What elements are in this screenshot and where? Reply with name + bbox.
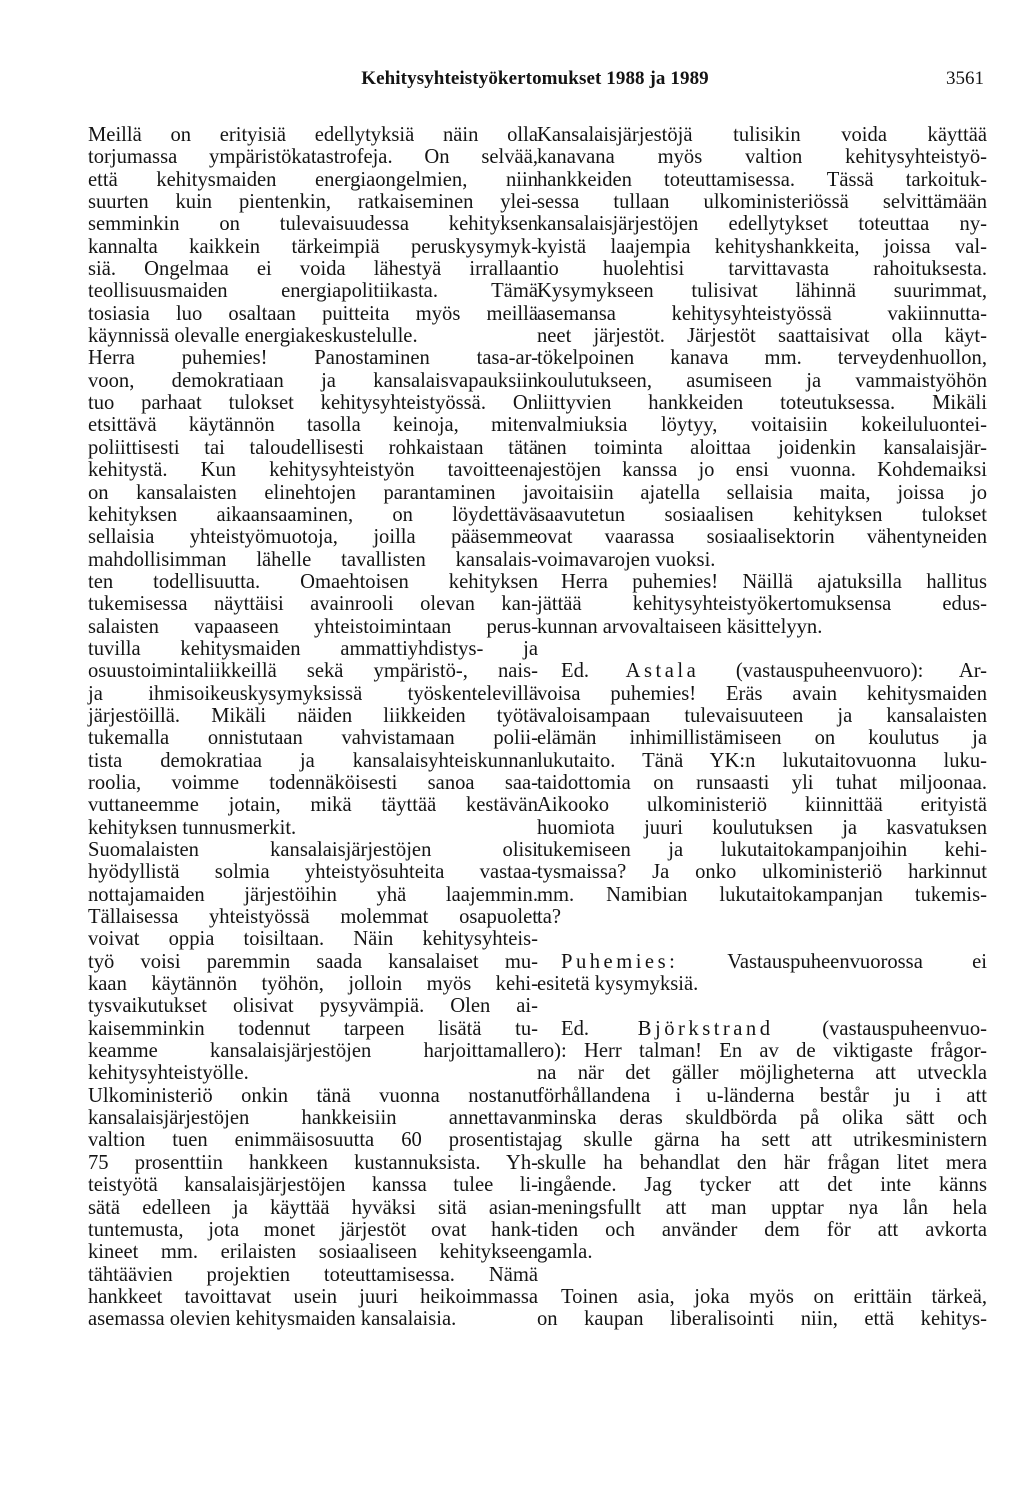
text-line: lukutaito. Tänä YK:n lukutaitovuonna luku- <box>537 749 987 772</box>
text-line: ja ihmisoikeuskysymyksissä työskentelevillä <box>88 682 538 705</box>
text-line: asemansa kehitysyhteistyössä vakiinnutta- <box>537 302 987 325</box>
text-line: etsittävä käytännön tasolla keinoja, miten <box>88 414 538 437</box>
text-line: on kaupan liberalisointi niin, että kehitys- <box>537 1308 987 1331</box>
text-line: kehityksen tunnusmerkit. <box>88 816 297 839</box>
text-line: huomiota juuri koulutuksen ja kasvatuksen <box>537 816 987 839</box>
text-line: Aikooko ulkoministeriö kiinnittää erityistä <box>537 794 987 817</box>
text-line: jestöjen kanssa jo ensi vuonna. Kohdemaiksi <box>537 459 987 482</box>
text-line: tukemisessa näyttäisi avainrooli olevan kan- <box>88 593 538 616</box>
text-line: hankkeet tavoittavat usein juuri heikoimmassa <box>88 1285 538 1308</box>
text-line: tysvaikutukset olisivat pysyvämpiä. Olen ai- <box>88 995 538 1018</box>
text-line: ingående. Jag tycker att det inte känns <box>537 1174 987 1197</box>
text-line: roolia, voimme todennäköisesti sanoa saa- <box>88 771 538 794</box>
text-line: kunnan arvovaltaiseen käsittelyyn. <box>537 615 823 638</box>
text-line: poliittisesti tai taloudellisesti rohkaistaan tätä <box>88 436 538 459</box>
text-line: teollisuusmaiden energiapolitiikasta. Tämä <box>88 280 538 303</box>
text-line: vuttaneemme jotain, mikä täyttää kestävän <box>88 794 538 817</box>
page-number: 3561 <box>946 68 984 89</box>
text-line: Kansalaisjärjestöjä tulisikin voida käyttää <box>537 124 987 146</box>
text-line: mahdollisimman lähelle tavallisten kansalais- <box>88 548 538 571</box>
text-line: käynnissä olevalle energiakeskustelulle. <box>88 325 418 348</box>
text-line: Herra puhemies! Panostaminen tasa-ar- <box>88 347 538 370</box>
speaker-name: Puhemies: <box>561 950 679 973</box>
page-header <box>86 68 984 98</box>
text-line: salaisten vapaaseen yhteistoimintaan perus- <box>88 615 538 638</box>
text-line: tysmaissa? Ja onko ulkoministeriö harkinnut <box>537 861 987 884</box>
right-column <box>537 124 987 1331</box>
text-line: jättää kehitysyhteistyökertomuksensa edus- <box>537 593 987 616</box>
text-line: nottajamaiden järjestöihin yhä laajemmin. <box>88 883 538 906</box>
text-line: kanavana myös valtion kehitysyhteistyö- <box>537 146 987 169</box>
text-line: torjumassa ympäristökatastrofeja. On selvää, <box>88 146 538 169</box>
left-column <box>88 124 538 1331</box>
text-line: kansalaisjärjestöjen edellytykset toteuttaa ny- <box>537 213 987 236</box>
paragraph-gap <box>537 1264 987 1286</box>
text-line: elämän inhimillistämiseen on koulutus ja <box>537 727 987 750</box>
speaker-line-bjorkstrand <box>537 1018 987 1040</box>
text-line: kannalta kaikkein tärkeimpiä peruskysymyk- <box>88 235 538 258</box>
speaker-line-puhemies <box>537 951 987 973</box>
text-line: Ulkoministeriö onkin tänä vuonna nostanut <box>88 1084 538 1107</box>
text-line: voisa puhemies! Eräs avain kehitysmaiden <box>537 682 987 705</box>
speaker-line-astala <box>537 660 987 682</box>
text-line: 75 prosenttiin hankkeen kustannuksista. Yh- <box>88 1151 538 1174</box>
text-line: tuo parhaat tulokset kehitysyhteistyössä. On <box>88 392 538 415</box>
text-line: siä. Ongelmaa ei voida lähestyä irrallaan <box>88 258 538 281</box>
text-line: Kysymykseen tulisivat lähinnä suurimmat, <box>537 280 987 303</box>
text-line: sellaisia yhteistyömuotoja, joilla pääsemme <box>88 526 538 549</box>
text-line: tosiasia luo osaltaan puitteita myös meillä <box>88 302 538 325</box>
honorific: Ed. <box>561 660 590 683</box>
text-line: hyödyllistä solmia yhteistyösuhteita vastaa- <box>88 861 538 884</box>
text-line: Herra puhemies! Näillä ajatuksilla hallitus <box>561 570 987 593</box>
text-line: saavutetun sosiaalisen kehityksen tulokset <box>537 503 987 526</box>
text-line: tukemiseen ja lukutaitokampanjoihin kehi- <box>537 839 987 861</box>
text-line: ovat vaarassa sosiaalisektorin vähentyneiden <box>537 526 987 549</box>
text-line: förhållandena i u-länderna består ju i att <box>537 1084 987 1107</box>
text-fragment: (vastauspuheenvuoro): Ar- <box>735 660 987 683</box>
text-line: gamla. <box>537 1241 593 1264</box>
text-line: Toinen asia, joka myös on erittäin tärkeä, <box>561 1285 987 1308</box>
text-line: kehityksen aikaansaaminen, on löydettävä <box>88 503 538 526</box>
text-line: voitaisiin ajatella sellaisia maita, joissa jo <box>537 481 987 504</box>
text-line: na när det gäller möjligheterna att utveckla <box>537 1062 987 1085</box>
text-line: nen toiminta aloittaa joidenkin kansalaisjär- <box>537 436 987 459</box>
text-line: järjestöillä. Mikäli näiden liikkeiden työtä <box>88 704 538 727</box>
text-line: meningsfullt att man upptar nya lån hela <box>537 1196 987 1219</box>
text-line: valoisampaan tulevaisuuteen ja kansalaisten <box>537 704 987 727</box>
text-line: semminkin on tulevaisuudessa kehityksen <box>88 213 538 236</box>
text-line: koulutukseen, asumiseen ja vammaistyöhön <box>537 369 987 392</box>
text-line: Suomalaisten kansalaisjärjestöjen olisi <box>88 839 538 861</box>
text-line: jag skulle gärna ha sett att utrikesministern <box>537 1129 987 1152</box>
text-line: liittyvien hankkeiden toteutuksessa. Mikäli <box>537 392 987 415</box>
text-line: osuustoimintaliikkeillä sekä ympäristö-, nais- <box>88 660 538 683</box>
text-line: että kehitysmaiden energiaongelmien, niin <box>88 168 538 191</box>
text-line: on kansalaisten elinehtojen parantaminen ja <box>88 481 538 504</box>
text-line: teistyötä kansalaisjärjestöjen kanssa tulee li- <box>88 1174 538 1197</box>
text-line: hankkeiden toteuttamisessa. Tässä tarkoituk- <box>537 168 987 191</box>
text-line: kehitystä. Kun kehitysyhteistyön tavoitteena <box>88 459 538 482</box>
text-fragment: (vastauspuheenvuo- <box>822 1017 987 1040</box>
text-line: tökelpoinen kanava mm. terveydenhuollon, <box>537 347 987 370</box>
text-line: valmiuksia löytyy, voitaisiin kokeiluluontei- <box>537 414 987 437</box>
speaker-name: Björkstrand <box>637 1017 774 1040</box>
text-line: Tällaisessa yhteistyössä molemmat osapuolet <box>88 906 538 929</box>
text-line: valtion tuen enimmäisosuutta 60 prosentista <box>88 1129 538 1152</box>
running-title: Kehitysyhteistyökertomukset 1988 ja 1989 <box>361 68 709 89</box>
text-line: tista demokratiaa ja kansalaisyhteiskunnan <box>88 749 538 772</box>
text-line: kineet mm. erilaisten sosiaaliseen kehitykseen <box>88 1241 538 1264</box>
text-line: tiden och använder dem för att avkorta <box>537 1218 987 1241</box>
paragraph-gap <box>537 995 987 1017</box>
text-line: työ voisi paremmin saada kansalaiset mu- <box>88 950 538 973</box>
text-line: kehitysyhteistyölle. <box>88 1062 249 1085</box>
text-line: mm. Namibian lukutaitokampanjan tukemis- <box>537 883 987 906</box>
text-line: kaan käytännön työhön, jolloin myös kehi- <box>88 973 538 996</box>
text-line: tukemalla onnistutaan vahvistamaan polii- <box>88 727 538 750</box>
text-line: tio huolehtisi tarvittavasta rahoituksesta. <box>537 258 987 281</box>
text-line: esitetä kysymyksiä. <box>537 973 699 996</box>
text-fragment: Vastauspuheenvuorossa ei <box>727 950 987 973</box>
text-line: Meillä on erityisiä edellytyksiä näin olla <box>88 124 538 146</box>
text-line: minska deras skuldbörda på olika sätt och <box>537 1107 987 1130</box>
paragraph-gap <box>537 638 987 660</box>
paragraph-gap <box>537 928 987 950</box>
text-line: voimavarojen vuoksi. <box>537 548 716 571</box>
speaker-name: Astala <box>625 660 700 683</box>
text-line: voivat oppia toisiltaan. Näin kehitysyhteis- <box>88 928 538 951</box>
text-line: sessa tullaan ulkoministeriössä selvittämään <box>537 191 987 214</box>
text-line: neet järjestöt. Järjestöt saattaisivat olla käyt- <box>537 325 987 348</box>
text-line: ta? <box>537 906 562 929</box>
text-line: tuntemusta, jota monet järjestöt ovat hank- <box>88 1218 538 1241</box>
text-line: kaisemminkin todennut tarpeen lisätä tu- <box>88 1017 538 1040</box>
text-line: tähtäävien projektien toteuttamisessa. Nämä <box>88 1263 538 1286</box>
text-line: asemassa olevien kehitysmaiden kansalaisia. <box>88 1308 457 1331</box>
text-line: taidottomia on runsaasti yli tuhat miljoonaa. <box>537 771 987 794</box>
text-line: keamme kansalaisjärjestöjen harjoittamalle <box>88 1040 538 1063</box>
text-line: ten todellisuutta. Omaehtoisen kehityksen <box>88 570 538 593</box>
text-line: skulle ha behandlat den här frågan litet mera <box>537 1151 987 1174</box>
text-line: kyistä laajempia kehityshankkeita, joissa val- <box>537 235 987 258</box>
honorific: Ed. <box>561 1017 590 1040</box>
text-line: tuvilla kehitysmaiden ammattiyhdistys- ja <box>88 637 538 660</box>
text-line: voon, demokratiaan ja kansalaisvapauksiin <box>88 369 538 392</box>
text-line: ro): Herr talman! En av de viktigaste frågor- <box>537 1040 987 1063</box>
text-line: sätä edelleen ja käyttää hyväksi sitä asian- <box>88 1196 538 1219</box>
text-line: suurten kuin pientenkin, ratkaiseminen ylei- <box>88 191 538 214</box>
text-line: kansalaisjärjestöjen hankkeisiin annettavan <box>88 1107 538 1130</box>
